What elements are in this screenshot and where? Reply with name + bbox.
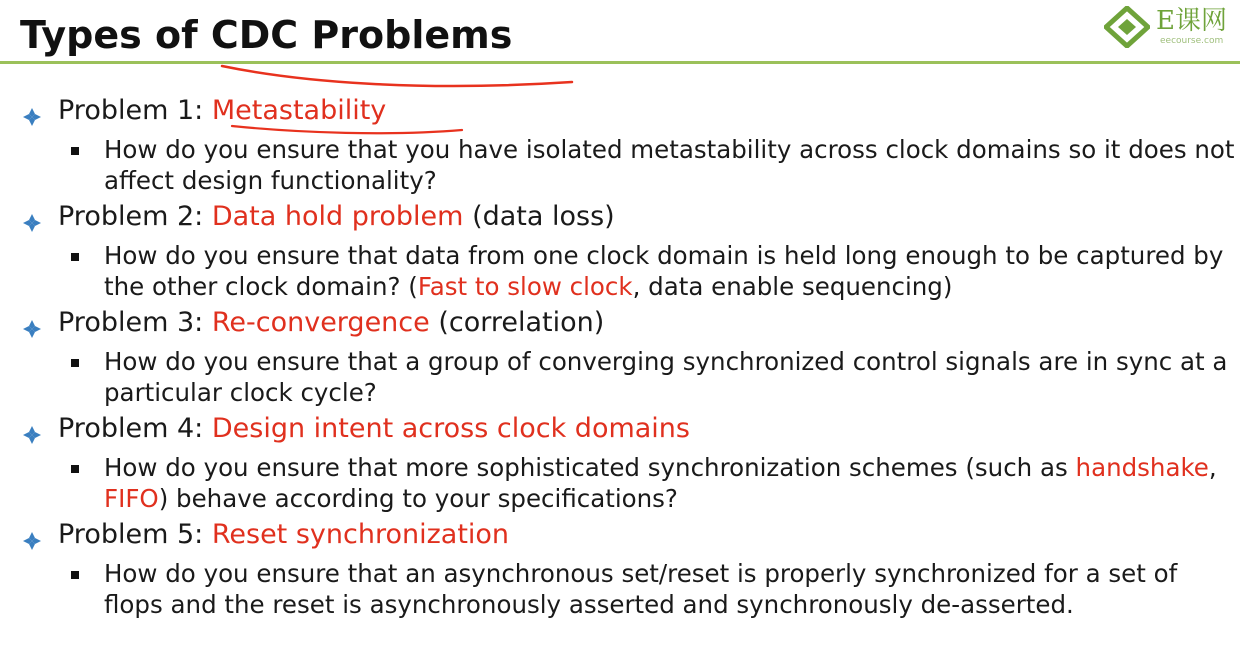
square-bullet-icon xyxy=(71,571,79,579)
problem-question xyxy=(20,452,1235,514)
problem-label: Problem 2: xyxy=(58,201,204,232)
problem-item xyxy=(20,94,1235,196)
problem-label: Problem 3: xyxy=(58,307,204,338)
question-text: , data enable sequencing) xyxy=(632,272,953,301)
square-bullet-icon xyxy=(71,147,79,155)
eecourse-logo xyxy=(1104,6,1240,48)
logo-text: E课网 xyxy=(1156,6,1227,36)
problem-note: (correlation) xyxy=(438,307,605,338)
problem-item xyxy=(20,306,1235,408)
highlighted-term: FIFO xyxy=(104,484,159,513)
diamond-bullet-icon xyxy=(22,420,42,440)
diamond-bullet-icon xyxy=(22,102,42,122)
square-bullet-icon xyxy=(71,465,79,473)
problem-item xyxy=(20,518,1235,620)
problem-note: (data loss) xyxy=(472,201,615,232)
title-divider xyxy=(0,61,1240,64)
problem-question xyxy=(20,240,1235,302)
square-bullet-icon xyxy=(71,253,79,261)
highlighted-term: handshake xyxy=(1075,453,1209,482)
problem-topic: Re-convergence xyxy=(211,307,430,338)
logo-subtext: eecourse.com xyxy=(1160,36,1224,46)
question-text: How do you ensure that you have isolated metastability across clock domains so it does not affect design functionality? xyxy=(104,135,1235,195)
problem-topic: Data hold problem xyxy=(211,201,464,232)
problem-topic: Reset synchronization xyxy=(211,519,510,550)
slide-title: Types of CDC Problems xyxy=(20,13,513,57)
problem-question xyxy=(20,346,1235,408)
diamond-bullet-icon xyxy=(22,526,42,546)
square-bullet-icon xyxy=(71,359,79,367)
problem-list xyxy=(20,94,1235,624)
problem-heading xyxy=(20,412,1235,446)
problem-topic: Design intent across clock domains xyxy=(211,413,690,444)
problem-item xyxy=(20,200,1235,302)
question-text: ) behave according to your specifications? xyxy=(158,484,678,513)
question-text: How do you ensure that a group of converging synchronized control signals are in sync at a particular clock cycle? xyxy=(104,347,1228,407)
logo-diamond-icon xyxy=(1104,6,1150,48)
question-text: How do you ensure that more sophisticated synchronization schemes (such as xyxy=(104,453,1076,482)
problem-heading xyxy=(20,518,1235,552)
problem-item xyxy=(20,412,1235,514)
problem-topic: Metastability xyxy=(211,95,387,126)
problem-heading xyxy=(20,94,1235,128)
problem-question xyxy=(20,558,1235,620)
question-text: How do you ensure that data from one clock domain is held long enough to be captured by the other clock domain? ( xyxy=(104,241,1224,301)
problem-heading xyxy=(20,306,1235,340)
problem-heading xyxy=(20,200,1235,234)
diamond-bullet-icon xyxy=(22,314,42,334)
problem-label: Problem 4: xyxy=(58,413,204,444)
diamond-bullet-icon xyxy=(22,208,42,228)
problem-label: Problem 5: xyxy=(58,519,204,550)
problem-question xyxy=(20,134,1235,196)
question-text: How do you ensure that an asynchronous set/reset is properly synchronized for a set of flops and the reset is asynchronously asserted and synchronously de-asserted. xyxy=(104,559,1178,619)
highlighted-term: Fast to slow clock xyxy=(417,272,633,301)
question-text: , xyxy=(1208,453,1217,482)
problem-label: Problem 1: xyxy=(58,95,204,126)
